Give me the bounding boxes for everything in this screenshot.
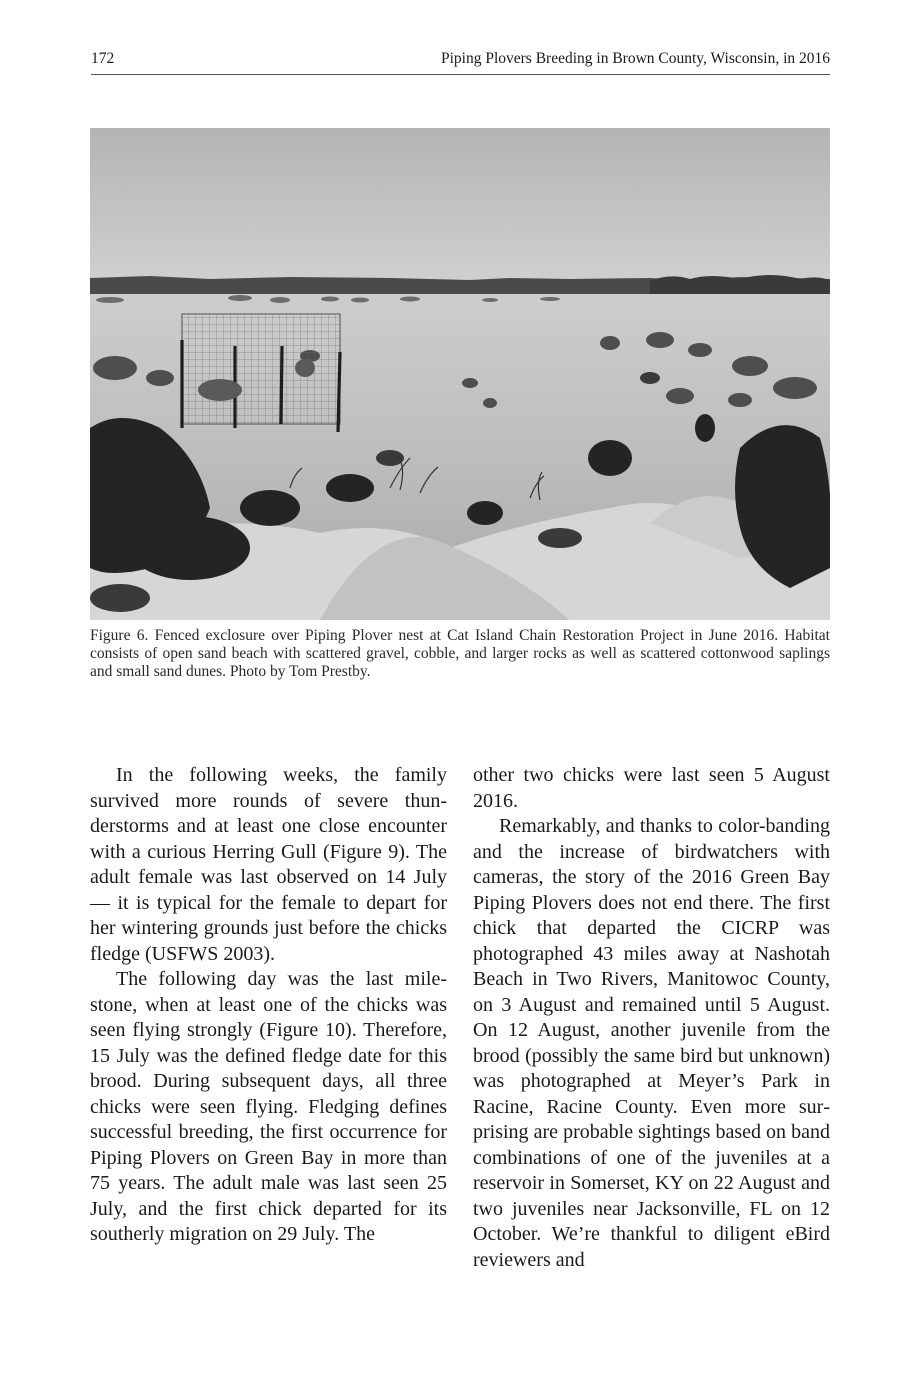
paragraph-continued: other two chicks were last seen 5 August 2016. (473, 764, 830, 812)
right-column (473, 763, 830, 1273)
figure-caption: Figure 6. Fenced exclosure over Piping Plover nest at Cat Island Chain Restoration Project in June 2016. Habitat consists of open sand beach with scattered gravel, cobble, and larger rocks as well as scattered cottonwood saplings and small sand dunes. Photo by Tom Prestby. (90, 627, 830, 680)
paragraph: Remarkably, and thanks to color-banding and the increase of birdwatchers with cameras, the story of the 2016 Green Bay Piping Plovers does not end there. The first chick that departed the CICRP was photographed 43 miles away at Nashotah Beach in Two Rivers, Manitowoc County, on 3 August and remained until 5 August. On 12 August, another juvenile from the brood (possibly the same bird but unknown) was photographed at Meyer’s Park in Racine, Racine County. Even more surprising are probable sightings based on band combinations of one of the juveniles at a reservoir in Somerset, KY on 22 August and two juveniles near Jacksonville, FL on 12 October. We’re thankful to diligent eBird reviewers and (473, 815, 830, 1271)
paragraph: In the following weeks, the family survived more rounds of severe thunderstorms and at least one close encounter with a curious Herring Gull (Figure 9). The adult female was last observed on 14 July — it is typical for the female to depart for her wintering grounds just before the chicks fledge (USFWS 2003). (90, 764, 447, 965)
beach-exclosure-photo (90, 128, 830, 620)
page-header (91, 48, 830, 75)
running-title: Piping Plovers Breeding in Brown County, Wisconsin, in 2016 (440, 50, 830, 67)
paragraph: The following day was the last milestone, when at least one of the chicks was seen flying strongly (Figure 10). Therefore, 15 July was the defined fledge date for this brood. During subsequent days, all three chicks were seen flying. Fledging defines successful breeding, the first occurrence for Piping Plovers on Green Bay in more than 75 years. The adult male was last seen 25 July, and the first chick departed for its southerly migration on 29 July. The (90, 968, 447, 1245)
page-number: 172 (91, 50, 115, 67)
left-column (90, 763, 447, 1248)
